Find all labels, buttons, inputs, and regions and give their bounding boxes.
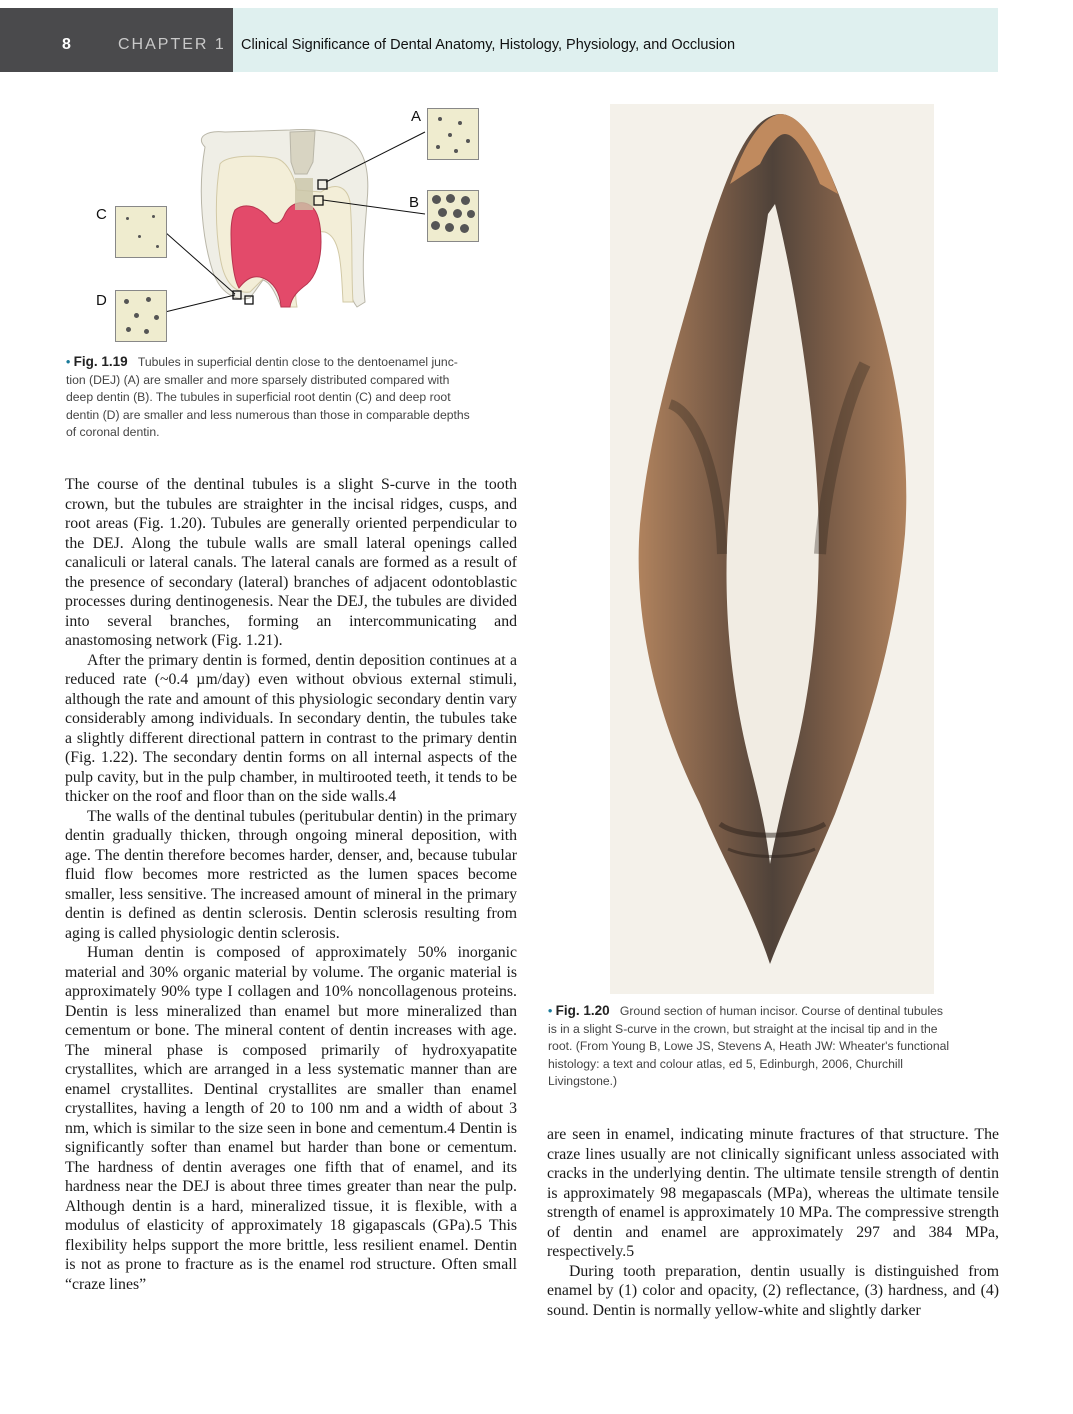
caption-line: histology: a text and colour atlas, ed 5, Edinburgh, 2006, Churchill	[548, 1056, 904, 1071]
caption-line: Tubules in superficial dentin close to the dentoenamel junc-	[137, 355, 458, 369]
label-a: A	[411, 108, 422, 125]
caption-bullet: •	[66, 355, 74, 369]
caption-line: of coronal dentin.	[66, 425, 160, 440]
caption-line: root. (From Young B, Lowe JS, Stevens A, Heath JW: Wheater's functional	[548, 1039, 950, 1054]
caption-line: deep dentin (B). The tubules in superficial root dentin (C) and deep root	[66, 390, 451, 405]
paragraph: The walls of the dentinal tubules (peritubular dentin) in the primary dentin gradually thicken, through ongoing mineral deposition, with age. The dentin therefore becomes harder, denser, and, because tubular fluid flow becomes more restricted as the lumen spaces become smaller, less sensitive. The increased amount of mineral in the primary dentin is defined as dentin sclerosis. Dentin sclerosis resulting from aging is called physiologic dentin sclerosis.	[65, 807, 517, 942]
figure-1-20	[610, 104, 934, 994]
caption-line: Livingstone.)	[548, 1074, 618, 1089]
tubule-sample-c	[115, 206, 167, 258]
paragraph: The course of the dentinal tubules is a slight S-curve in the tooth crown, but the tubules are straighter in the incisal ridges, cusps, and root areas (Fig. 1.20). Tubules are generally oriented perpendicular to the DEJ. Along the tubule walls are small lateral openings called canaliculi or lateral canals. The lateral canals are formed as a result of the presence of secondary (lateral) branches of adjacent odontoblastic processes during dentinogenesis. Near the DEJ, the tubules are divided into several branches, forming an intercommunicating and anastomosing network (Fig. 1.21).	[65, 476, 517, 649]
label-d: D	[96, 292, 107, 309]
figure-1-19	[85, 102, 485, 352]
caption-line: is in a slight S-curve in the crown, but straight at the incisal tip and in the	[548, 1021, 938, 1036]
caption-line: tion (DEJ) (A) are smaller and more sparsely distributed compared with	[66, 372, 450, 387]
caption-line: dentin (D) are smaller and less numerous than those in comparable depths	[66, 407, 470, 422]
paragraph: Human dentin is composed of approximately 50% inorganic material and 30% organic material by volume. The organic material is approximately 90% type I collagen and 10% noncollagenous proteins. Dentin is less mineralized than enamel but more mineralized than cementum or bone. The mineral content of dentin increases with age. The mineral phase is composed primarily of hydroxyapatite crystallites, which are arranged in a less systematic manner than are enamel crystallites. Dentinal crystallites are smaller than enamel crystallites, having a length of 20 to 100 nm and a width of about 3 nm, which is similar to the size seen in bone and cementum.4 Dentin is significantly softer than enamel but harder than bone or cementum. The hardness of dentin averages one fifth that of enamel, and its hardness near the DEJ is about three times greater than near the pulp. Although dentin is a hard, mineralized tissue, it is flexible, with a modulus of elasticity of approximately 18 gigapascals (GPa).5 This flexibility helps support the more brittle, less resilient enamel. Dentin is not as prone to fracture as is the enamel rod structure. Often small “craze lines”	[65, 944, 517, 1293]
caption-bullet: •	[548, 1004, 556, 1018]
paragraph: During tooth preparation, dentin usually is distinguished from enamel by (1) color and opacity, (2) reflectance, (3) hardness, and (4) sound. Dentin is normally yellow-white and slightly darker	[547, 1262, 999, 1319]
caption-figure-number: Fig. 1.19	[73, 354, 128, 369]
left-column-text	[65, 475, 517, 1294]
right-column-text	[547, 1125, 999, 1320]
tubule-sample-b	[427, 190, 479, 242]
caption-line: Ground section of human incisor. Course of dentinal tubules	[619, 1004, 944, 1018]
label-c: C	[96, 206, 107, 223]
running-title: Clinical Significance of Dental Anatomy, Histology, Physiology, and Occlusion	[241, 37, 736, 53]
figure-1-20-caption	[548, 1002, 1000, 1091]
paragraph: After the primary dentin is formed, dentin deposition continues at a reduced rate (~0.4 µm/day) even without obvious external stimuli, although the rate and amount of this physiologic secondary dentin vary considerably among individuals. In secondary dentin, the tubules take a slightly different directional pattern in contrast to the primary dentin (Fig. 1.22). The secondary dentin forms on all internal aspects of the pulp cavity, but in the pulp chamber, in multirooted teeth, it tends to be thicker on the roof and floor than on the side walls.4	[65, 651, 517, 805]
label-b: B	[409, 194, 420, 211]
tubule-sample-d	[115, 290, 167, 342]
paragraph: are seen in enamel, indicating minute fractures of that structure. The craze lines usually are not clinically significant unless associated with cracks in the underlying dentin. The ultimate tensile strength of dentin is approximately 98 megapascals (MPa), whereas the ultimate tensile strength of enamel is approximately 10 MPa. The compressive strength of dentin and enamel are approximately 297 and 384 MPa, respectively.5	[547, 1126, 999, 1260]
page-number: 8	[62, 36, 71, 53]
tubule-sample-a	[427, 108, 479, 160]
caption-figure-number: Fig. 1.20	[555, 1003, 610, 1018]
incisor-ground-section-photo	[610, 104, 934, 994]
figure-1-19-caption	[66, 353, 518, 442]
chapter-label: CHAPTER 1	[118, 36, 226, 53]
